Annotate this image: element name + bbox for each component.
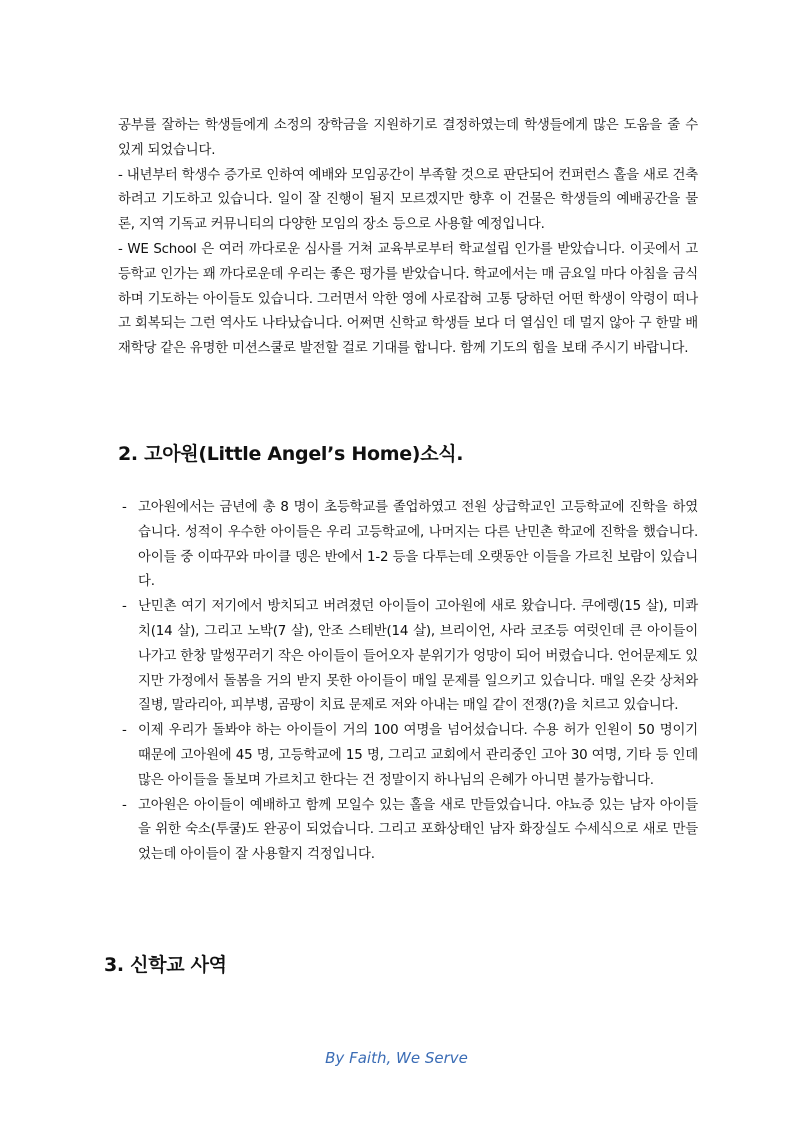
list-item — [118, 595, 698, 719]
list-item-text: 이제 우리가 돌봐야 하는 아이들이 거의 100 여명을 넘어섰습니다. 수용 허가 인원이 50 명이기 때문에 고아원에 45 명, 고등학교에 15 명, 그리고 교회에서 관리중인 고아 30 여명, 기타 등 인데 많은 아이들을 돌보며 가르치고 한다는 건 정말이지 하나님의 은혜가 아니면 불가능합니다. — [138, 723, 698, 788]
list-item-text: 고아원은 아이들이 예배하고 함께 모일수 있는 홀을 새로 만들었습니다. 야뇨증 있는 남자 아이들을 위한 숙소(투쿨)도 완공이 되었습니다. 그리고 포화상태인 남자 화장실도 수세식으로 새로 만들었는데 아이들이 잘 사용할지 걱정입니다. — [138, 797, 698, 863]
intro-paragraph: - WE School 은 여러 까다로운 심사를 거쳐 교육부로부터 학교설립 인가를 받았습니다. 이곳에서 고등학교 인가는 꽤 까다로운데 우리는 좋은 평가를 받았습니다. 학교에서는 매 금요일 마다 아침을 금식하며 기도하는 아이들도 있습니다. 그러면서 악한 영에 사로잡혀 고통 당하던 어떤 학생이 악령이 떠나고 회복되는 그런 역사도 나타났습니다. 어쩌면 신학교 학생들 보다 더 열심인 데 멀지 않아 구 한말 배재학당 같은 유명한 미션스쿨로 발전할 걸로 기대를 합니다. 함께 기도의 힘을 보태 주시기 바랍니다. — [118, 241, 698, 357]
section-2-list — [118, 496, 698, 868]
list-item — [118, 496, 698, 595]
section-2-heading: 2. 고아원(Little Angel’s Home)소식. — [118, 443, 464, 465]
list-dash: - — [122, 599, 127, 615]
list-item — [118, 794, 698, 868]
intro-paragraph: - 내년부터 학생수 증가로 인하여 예배와 모임공간이 부족할 것으로 판단되어 컨퍼런스 홀을 새로 건축하려고 기도하고 있습니다. 일이 잘 진행이 될지 모르겠지만 향후 이 건물은 학생들의 예배공간을 물론, 지역 기독교 커뮤니티의 다양한 모임의 장소 등으로 사용할 예정입니다. — [118, 167, 698, 233]
section-3-heading: 3. 신학교 사역 — [104, 954, 227, 976]
list-item-text: 고아원에서는 금년에 총 8 명이 초등학교를 졸업하였고 전원 상급학교인 고등학교에 진학을 하였습니다. 성적이 우수한 아이들은 우리 고등학교에, 나머지는 다른 난민촌 학교에 진학을 했습니다. 아이들 중 이따꾸와 마이클 뎅은 반에서 1-2 등을 다투는데 오랫동안 이들을 가르친 보람이 있습니다. — [138, 500, 698, 590]
list-dash: - — [122, 500, 127, 515]
list-dash: - — [122, 797, 127, 813]
intro-paragraph: 공부를 잘하는 학생들에게 소정의 장학금을 지원하기로 결정하였는데 학생들에게 많은 도움을 줄 수 있게 되었습니다. — [118, 118, 698, 158]
list-item — [118, 719, 698, 793]
intro-section — [118, 114, 698, 362]
list-dash: - — [122, 723, 127, 739]
list-item-text: 난민촌 여기 저기에서 방치되고 버려졌던 아이들이 고아원에 새로 왔습니다. 쿠에렝(15 살), 미콰치(14 살), 그리고 노박(7 살), 안조 스테반(14 살), 브리이언, 사라 코조등 여럿인데 큰 아이들이 나가고 한창 말썽꾸러기 작은 아이들이 들어오자 분위기가 엉망이 되어 버렸습니다. 언어문제도 있지만 가정에서 돌봄을 거의 받지 못한 아이들이 매일 문제를 일으키고 있습니다. 매일 온갖 상처와 질병, 말라리아, 피부병, 곰팡이 치료 문제로 저와 아내는 매일 같이 전쟁(?)을 치르고 있습니다. — [138, 599, 698, 714]
page-footer: By Faith, We Serve — [325, 1049, 468, 1067]
